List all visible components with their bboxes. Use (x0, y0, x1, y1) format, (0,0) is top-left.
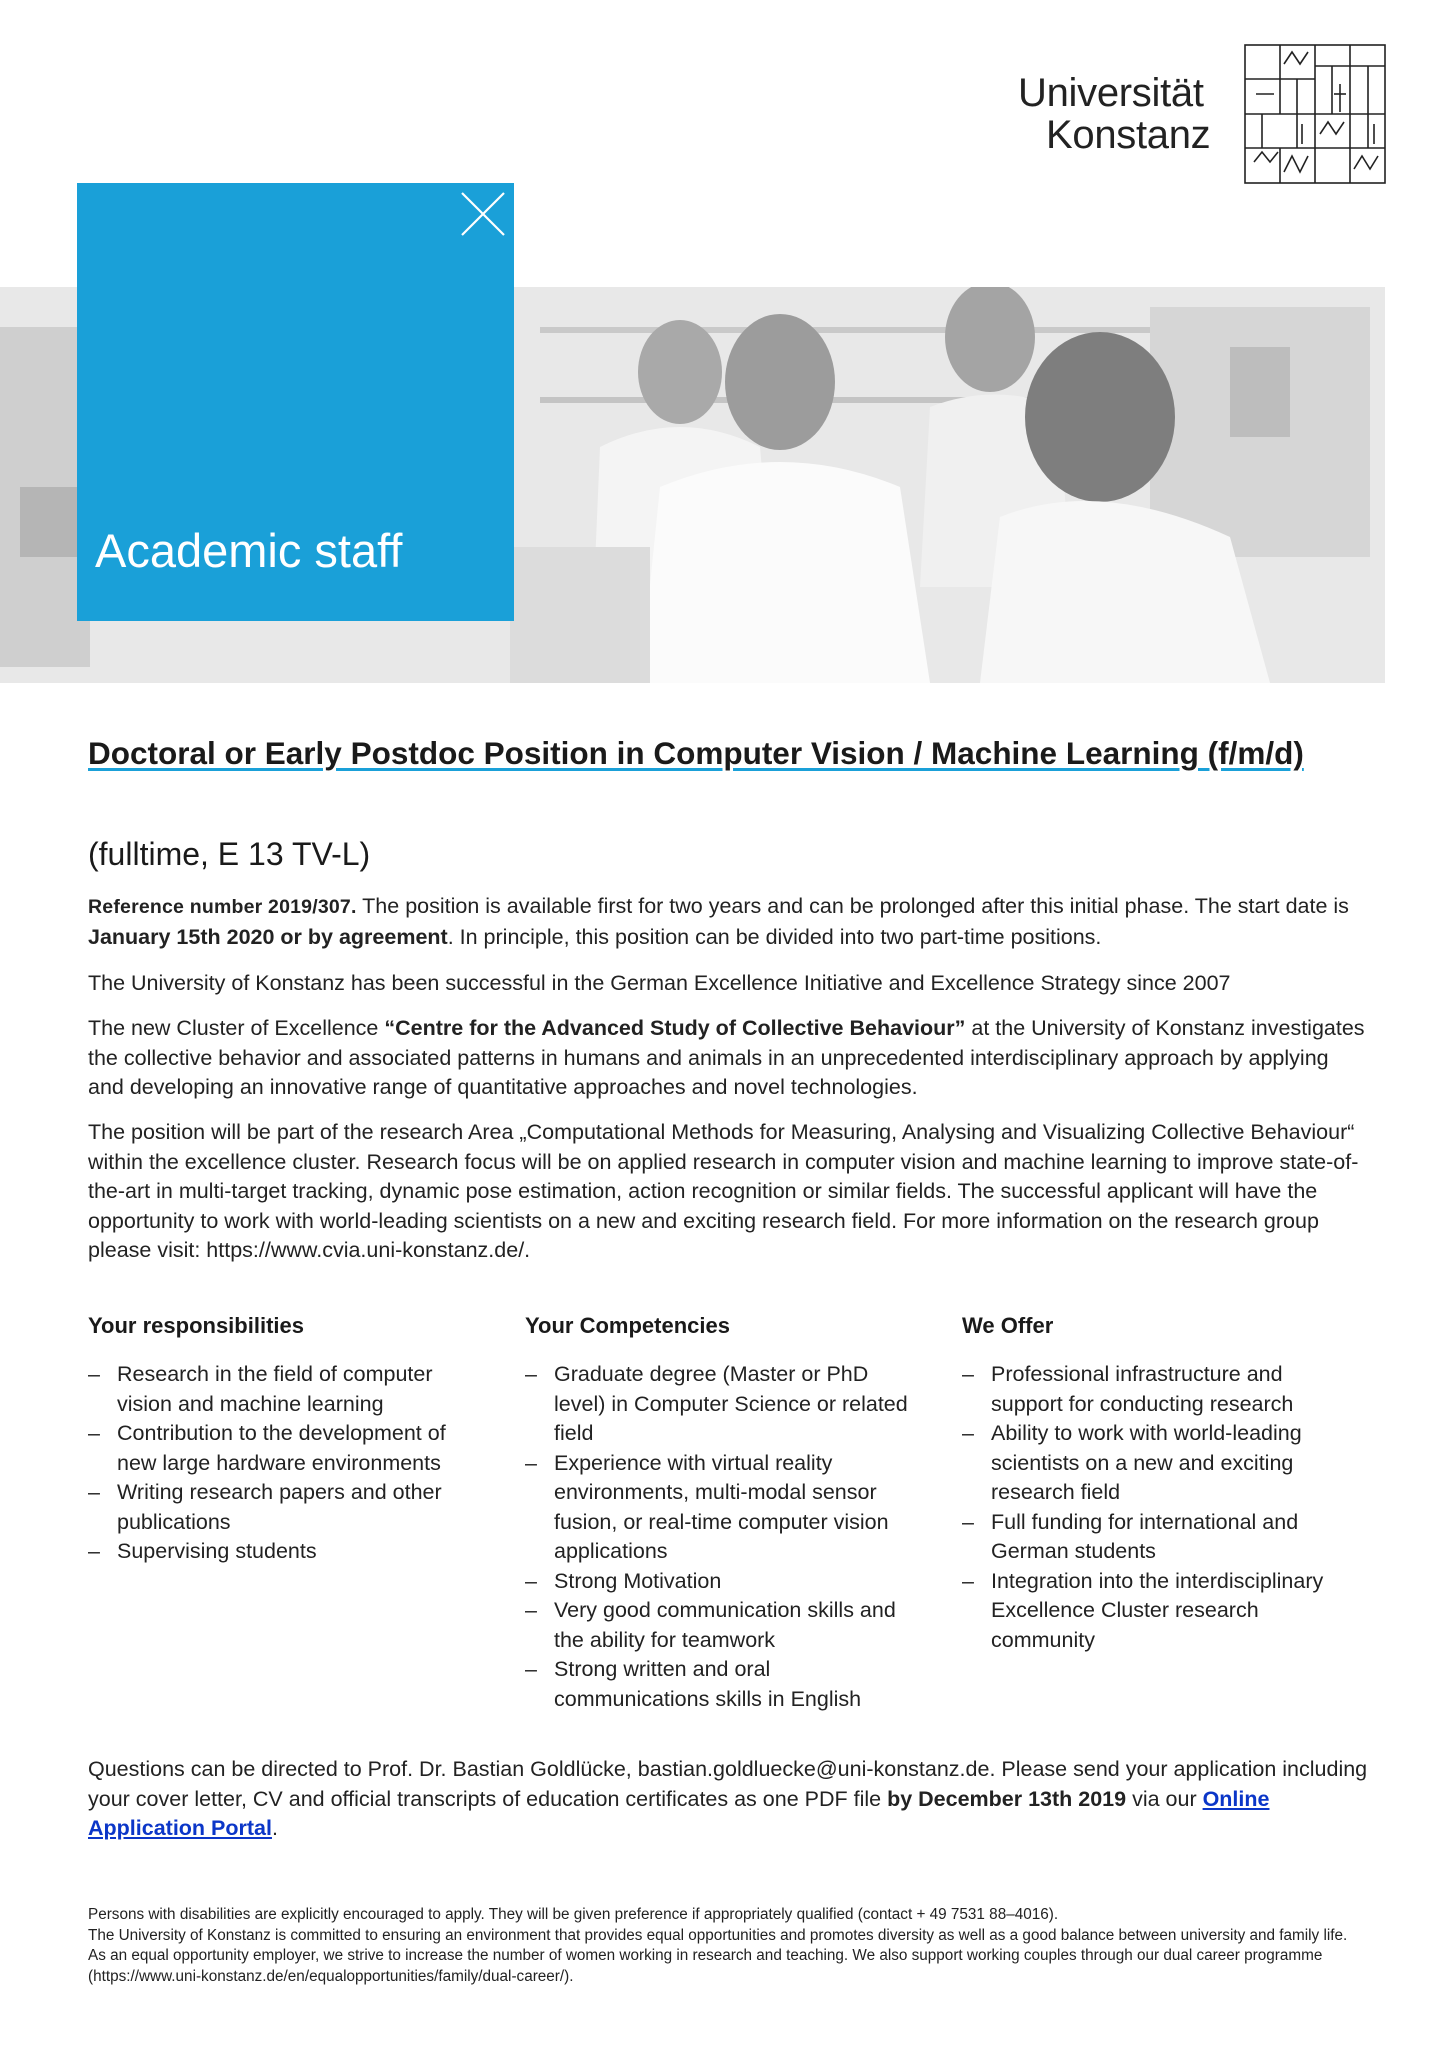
list-item-text: Writing research papers and other publications (117, 1480, 442, 1534)
banner-title: Academic staff (95, 524, 403, 577)
reference-text: The position is available first for two years and can be prolonged after this initial phase. The start date is (356, 894, 1349, 918)
dash-bullet: – (88, 1539, 100, 1563)
disability-notice: Persons with disabilities are explicitly encouraged to apply. They will be given preference if appropriately qualified (contact + 49 7531 88–4016). (88, 1906, 1059, 1923)
university-logo-text (1018, 72, 1210, 156)
online-application-portal-link[interactable]: Online Application Portal (88, 1786, 1270, 1840)
dash-bullet: – (525, 1362, 537, 1386)
list-item-text: Full funding for international and German students (991, 1509, 1299, 1563)
close-cross-icon (460, 191, 506, 237)
dash-bullet: – (525, 1657, 537, 1681)
list-item (962, 1508, 1352, 1567)
research-paragraph: The position will be part of the research Area „Computational Methods for Measuring, Analysing and Visualizing Collective Behaviour“ within the excellence cluster. Research focus will be on applied research in computer vision and machine learning to improve state-of-the-art in multi-target tracking, dynamic pose estimation, action recognition or similar fields. The successful applicant will have the opportunity to work with world-leading scientists on a new and exciting research field. For more information on the research group please visit: https://www.cvia.uni-konstanz.de/. (88, 1120, 1359, 1262)
contact-text-via: via our (1126, 1786, 1203, 1811)
start-date: January 15th 2020 or by agreement (88, 924, 448, 949)
cluster-name: “Centre for the Advanced Study of Collective Behaviour” (384, 1016, 966, 1040)
cluster-description: at the University of Konstanz investigates the collective behavior and associated patterns in humans and animals in an unprecedented interdisciplinary approach by applying and developing an innovative range of quantitative approaches and novel technologies. (88, 1016, 1365, 1099)
job-title (88, 734, 1368, 773)
university-emblem-icon (1244, 44, 1386, 184)
contact-text: Questions can be directed to Prof. Dr. Bastian Goldlücke, bastian.goldluecke@uni-konstanz.de. Please send your application including your cover letter, CV and official transcripts of education certificates as one PDF file (88, 1757, 1368, 1811)
list-item (88, 1537, 478, 1567)
list-item-text: Graduate degree (Master or PhD level) in Computer Science or related field (554, 1362, 908, 1445)
competencies-column (525, 1312, 915, 1714)
dash-bullet: – (962, 1568, 974, 1593)
cluster-intro: The new Cluster of Excellence (88, 1016, 385, 1040)
list-item (962, 1419, 1352, 1508)
offer-heading: We Offer (962, 1313, 1054, 1338)
competencies-heading: Your Competencies (525, 1313, 730, 1338)
excellence-paragraph: The University of Konstanz has been successful in the German Excellence Initiative and Excellence Strategy since 2007 (88, 971, 1231, 995)
list-item-text: Integration into the interdisciplinary Excellence Cluster research community (991, 1568, 1324, 1652)
list-item (525, 1360, 915, 1449)
job-subtitle: (fulltime, E 13 TV-L) (88, 836, 371, 872)
list-item-text: Professional infrastructure and support for conducting research (991, 1362, 1294, 1416)
reference-text-end: . In principle, this position can be divided into two part-time positions. (447, 924, 1102, 949)
list-item (88, 1419, 478, 1478)
dash-bullet: – (88, 1362, 100, 1386)
equal-opportunity-notice: The University of Konstanz is committed to ensuring an environment that provides equal opportunities and promotes diversity as well as a good balance between university and family life. As an equal opportunity employer, we strive to increase the number of women working in research and teaching. We also support working couples through our dual career programme (https://www.uni-konstanz.de/en/equalopportunities/family/dual-career/). (88, 1926, 1348, 1985)
cluster-paragraph (88, 1014, 1370, 1103)
reference-paragraph (88, 892, 1370, 952)
competencies-list (525, 1360, 915, 1714)
dash-bullet: – (525, 1598, 537, 1622)
logo-line-2: Konstanz (1046, 113, 1211, 157)
dash-bullet: – (88, 1421, 100, 1445)
list-item (962, 1360, 1352, 1419)
responsibilities-heading: Your responsibilities (88, 1313, 304, 1338)
dash-bullet: – (88, 1480, 100, 1504)
list-item-text: Very good communication skills and the ability for teamwork (554, 1598, 896, 1652)
dash-bullet: – (525, 1568, 537, 1593)
list-item-text: Contribution to the development of new large hardware environments (117, 1421, 446, 1475)
list-item-text: Strong written and oral communications skills in English (554, 1657, 862, 1711)
application-deadline: by December 13th 2019 (887, 1786, 1127, 1811)
list-item-text: Research in the field of computer vision and machine learning (117, 1362, 433, 1416)
list-item-text: Ability to work with world-leading scientists on a new and exciting research field (991, 1421, 1302, 1504)
academic-staff-banner (77, 183, 514, 621)
list-item (525, 1596, 915, 1655)
dash-bullet: – (962, 1509, 974, 1534)
contact-text-end: . (271, 1816, 278, 1840)
list-item (88, 1478, 478, 1537)
responsibilities-column (88, 1312, 478, 1567)
list-item-text: Supervising students (117, 1539, 317, 1563)
footer-notice (88, 1905, 1368, 1987)
offer-list (962, 1360, 1352, 1655)
list-item (525, 1449, 915, 1567)
reference-number: Reference number 2019/307. (88, 896, 357, 918)
dash-bullet: – (525, 1450, 537, 1475)
list-item (525, 1655, 915, 1714)
list-item-text: Experience with virtual reality environments, multi-modal sensor fusion, or real-time computer vision applications (554, 1450, 889, 1563)
list-item (525, 1567, 915, 1597)
dash-bullet: – (962, 1362, 974, 1386)
dash-bullet: – (962, 1421, 974, 1445)
list-item (88, 1360, 478, 1419)
logo-line-1: Universität (1018, 71, 1204, 115)
list-item-text: Strong Motivation (554, 1568, 722, 1593)
responsibilities-list (88, 1360, 478, 1567)
list-item (962, 1567, 1352, 1656)
contact-paragraph (88, 1755, 1370, 1844)
offer-column (962, 1312, 1352, 1655)
job-title-text: Doctoral or Early Postdoc Position in Computer Vision / Machine Learning (f/m/d) (88, 735, 1304, 771)
